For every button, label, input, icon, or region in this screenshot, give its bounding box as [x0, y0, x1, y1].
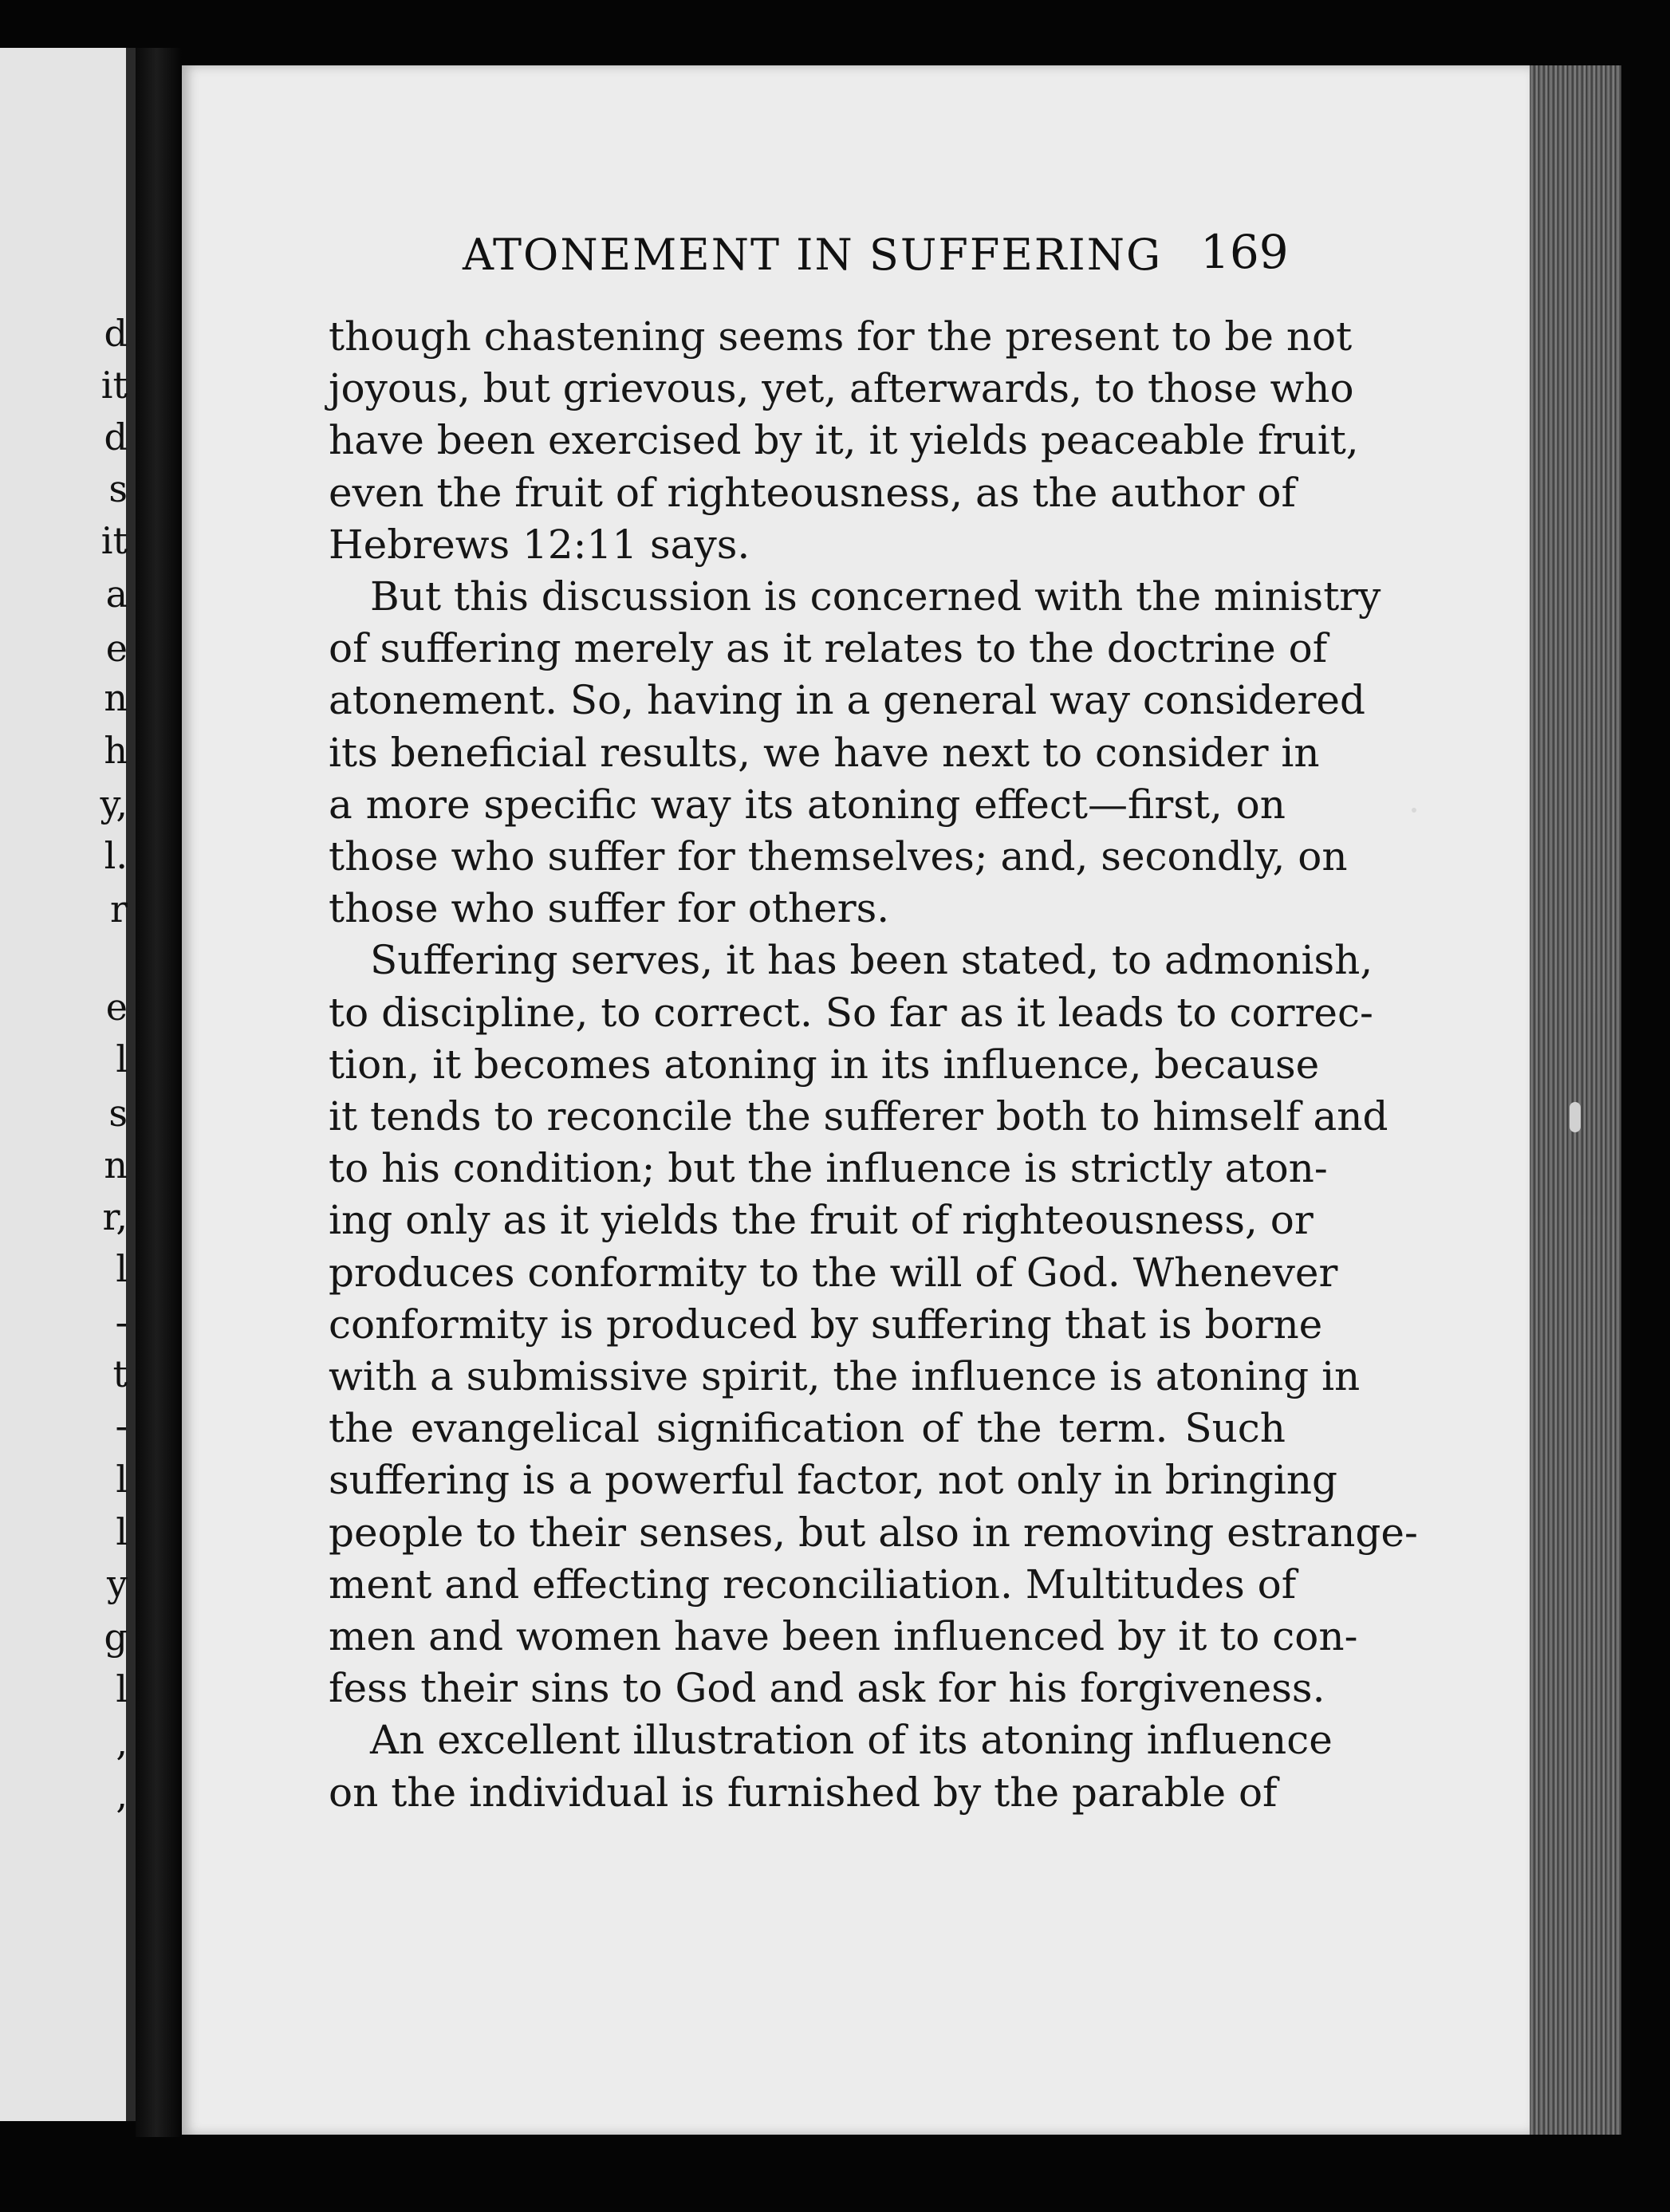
facing-page-fragment: e [105, 627, 128, 670]
text-line: joyous, but grievous, yet, afterwards, to those who [329, 365, 1354, 412]
paragraph [329, 311, 1359, 571]
facing-page-fragment: g [104, 1616, 128, 1659]
facing-page-fragment: e [105, 986, 128, 1029]
text-line: produces conformity to the will of God. Whenever [329, 1249, 1338, 1296]
text-line: to discipline, to correct. So far as it leads to correc- [329, 989, 1373, 1036]
facing-page-fragment: s [108, 467, 128, 510]
facing-page-fragment: a [105, 573, 128, 616]
text-line: suffering is a powerful factor, not only in bringing [329, 1457, 1338, 1504]
text-line: those who suffer for themselves; and, secondly, on [329, 833, 1348, 880]
text-line: people to their senses, but also in removing estrange- [329, 1509, 1418, 1556]
facing-page-fragment: - [115, 1404, 128, 1447]
facing-page-fragment: it [100, 519, 128, 562]
text-line: ing only as it yields the fruit of righteousness, or [329, 1197, 1314, 1244]
facing-page-fragment: s [108, 1092, 128, 1135]
text-line: conformity is produced by suffering that is borne [329, 1301, 1323, 1348]
text-line: though chastening seems for the present to be not [329, 313, 1353, 360]
text-line: of suffering merely as it relates to the doctrine of [329, 625, 1328, 672]
facing-page-fragment: d [104, 312, 128, 355]
text-line: atonement. So, having in a general way considered [329, 677, 1365, 724]
text-line: men and women have been influenced by it to con- [329, 1613, 1358, 1660]
text-line: fess their sins to God and ask for his forgiveness. [329, 1665, 1325, 1712]
paragraph [329, 1714, 1333, 1818]
page-stack-edge [1530, 65, 1621, 2135]
facing-page-fragment: l. [104, 834, 128, 877]
facing-page-fragment: n [104, 676, 128, 719]
facing-page-fragment: l [116, 1667, 128, 1710]
text-line: those who suffer for others. [329, 885, 890, 932]
text-line: Hebrews 12:11 says. [329, 521, 750, 568]
facing-page-fragment: , [116, 1773, 128, 1816]
facing-page-fragment: l [116, 1037, 128, 1080]
facing-page-fragment: t [112, 1352, 128, 1395]
facing-page-fragment: n [104, 1143, 128, 1187]
facing-page-fragment: y [107, 1562, 128, 1605]
facing-page-fragment: it [100, 364, 128, 407]
facing-page-fragment: l [116, 1247, 128, 1290]
text-line: ment and effecting reconciliation. Multitudes of [329, 1561, 1297, 1608]
page-number: 169 [1200, 225, 1289, 279]
speck [1412, 808, 1416, 813]
facing-page-fragment: - [115, 1301, 128, 1344]
text-line: An excellent illustration of its atoning influence [370, 1717, 1333, 1764]
text-line: But this discussion is concerned with the ministry [370, 573, 1381, 620]
facing-page-fragment: r, [102, 1195, 128, 1238]
text-line: a more specific way its atoning effect—first, on [329, 781, 1286, 828]
facing-page-fragment: l [116, 1510, 128, 1553]
text-line: on the individual is furnished by the parable of [329, 1769, 1278, 1816]
text-line: with a submissive spirit, the influence is atoning in [329, 1353, 1361, 1400]
text-line: have been exercised by it, it yields peaceable fruit, [329, 417, 1359, 464]
text-line: the evangelical signification of the term. Such [329, 1405, 1286, 1452]
facing-page-fragment: d [104, 415, 128, 459]
facing-page-edge [0, 48, 136, 2121]
text-line: tion, it becomes atoning in its influence, because [329, 1041, 1320, 1088]
facing-page-fragment: h [104, 729, 128, 772]
facing-page-fragment: r [110, 888, 128, 931]
facing-page-fragment: l [116, 1458, 128, 1501]
running-title: ATONEMENT IN SUFFERING [463, 230, 1163, 280]
text-line: to his condition; but the influence is strictly aton- [329, 1145, 1328, 1192]
paragraph [329, 935, 1418, 1714]
text-line: it tends to reconcile the sufferer both to himself and [329, 1093, 1388, 1140]
page-edge-mark [1570, 1102, 1581, 1132]
body-text [329, 311, 1418, 1819]
paragraph [329, 571, 1381, 935]
facing-page-fragment: , [116, 1721, 128, 1764]
text-line: even the fruit of righteousness, as the author of [329, 469, 1296, 516]
text-line: Suffering serves, it has been stated, to admonish, [370, 937, 1373, 984]
text-line: its beneficial results, we have next to consider in [329, 729, 1320, 776]
book-gutter [136, 48, 182, 2137]
facing-page-fragment: y, [100, 782, 128, 825]
